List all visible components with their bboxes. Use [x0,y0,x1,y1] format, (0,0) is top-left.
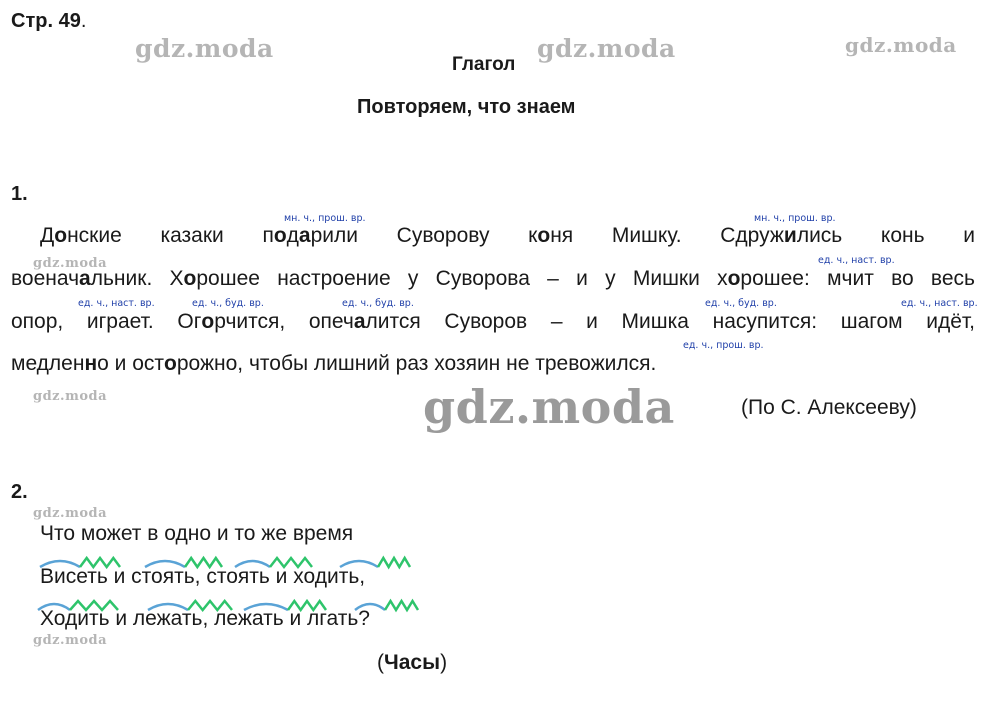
text-segment: лится Суворов – и Мишка насупится: шагом идёт, [365,310,976,333]
watermark-logo: gdz.moda [33,256,108,271]
text-segment: льник. Х [90,267,184,290]
stressed-letter: а [353,310,366,333]
watermark-logo-large: gdz.moda [423,380,675,434]
stressed-letter: о [273,224,287,247]
grammar-note: ед. ч., буд. вр. [342,298,414,309]
answer-text: Часы [384,651,441,674]
stressed-letter: а [79,267,91,290]
text-segment: ня Мишку. Сдруж [550,224,784,247]
stressed-letter: о [183,267,197,290]
grammar-note: ед. ч., прош. вр. [683,340,764,351]
grammar-note: ед. ч., наст. вр. [78,298,155,309]
text-segment: рожно, чтобы лишний раз хозяин не тревожился. [176,352,657,375]
section-title: Глагол [452,54,516,75]
suffix-zigzag-mark [378,558,410,567]
stressed-letter: о [201,310,215,333]
source-attribution: (По С. Алексееву) [741,396,917,419]
task-1-number: 1. [11,183,28,205]
riddle-line: Висеть и стоять, стоять и ходить, [40,565,366,588]
stressed-letter: о [164,352,177,375]
answer-paren: ) [440,651,448,674]
text-segment: лись конь и [796,224,975,247]
riddle-answer [377,651,447,675]
text-segment: военач [11,267,80,290]
text-segment: рошее: мчит во весь [740,267,975,290]
task-2-number: 2. [11,481,28,503]
watermark-logo: gdz.moda [845,33,957,57]
watermark-logo: gdz.moda [135,34,274,63]
section-subtitle: Повторяем, что знаем [357,96,576,118]
stressed-letter: о [537,224,551,247]
watermark-logo: gdz.moda [33,389,108,404]
text-segment: нские казаки п [67,224,274,247]
grammar-note: ед. ч., буд. вр. [192,298,264,309]
suffix-zigzag-mark [385,601,418,610]
text-segment: рили Суворову к [310,224,538,247]
watermark-logo: gdz.moda [537,34,676,63]
text-segment: Д [40,224,55,247]
answer-paren: ( [377,651,384,674]
page-label-dot: . [80,10,87,32]
grammar-note: ед. ч., буд. вр. [705,298,777,309]
page-label-text: Стр. 49 [11,10,81,32]
text-segment: опор, играет. Ог [11,310,202,333]
text-segment: медлен [11,352,85,375]
watermark-logo: gdz.moda [33,633,108,648]
stressed-letter: и [783,224,797,247]
stressed-letter: о [54,224,68,247]
grammar-note: мн. ч., прош. вр. [284,213,366,224]
text-segment: д [286,224,299,247]
stressed-letter: о [727,267,741,290]
grammar-note: ед. ч., наст. вр. [901,298,978,309]
riddle-line: Ходить и лежать, лежать и лгать? [40,607,370,630]
text-segment: рошее настроение у Суворова – и у Мишки х [196,267,728,290]
text-segment: о и ост [97,352,165,375]
grammar-note: мн. ч., прош. вр. [754,213,836,224]
watermark-logo: gdz.moda [33,506,108,521]
stressed-letter: а [298,224,311,247]
stressed-letter: н [84,352,98,375]
grammar-note: ед. ч., наст. вр. [818,255,895,266]
text-segment: рчится, опеч [214,310,354,333]
riddle-line: Что может в одно и то же время [40,522,354,545]
